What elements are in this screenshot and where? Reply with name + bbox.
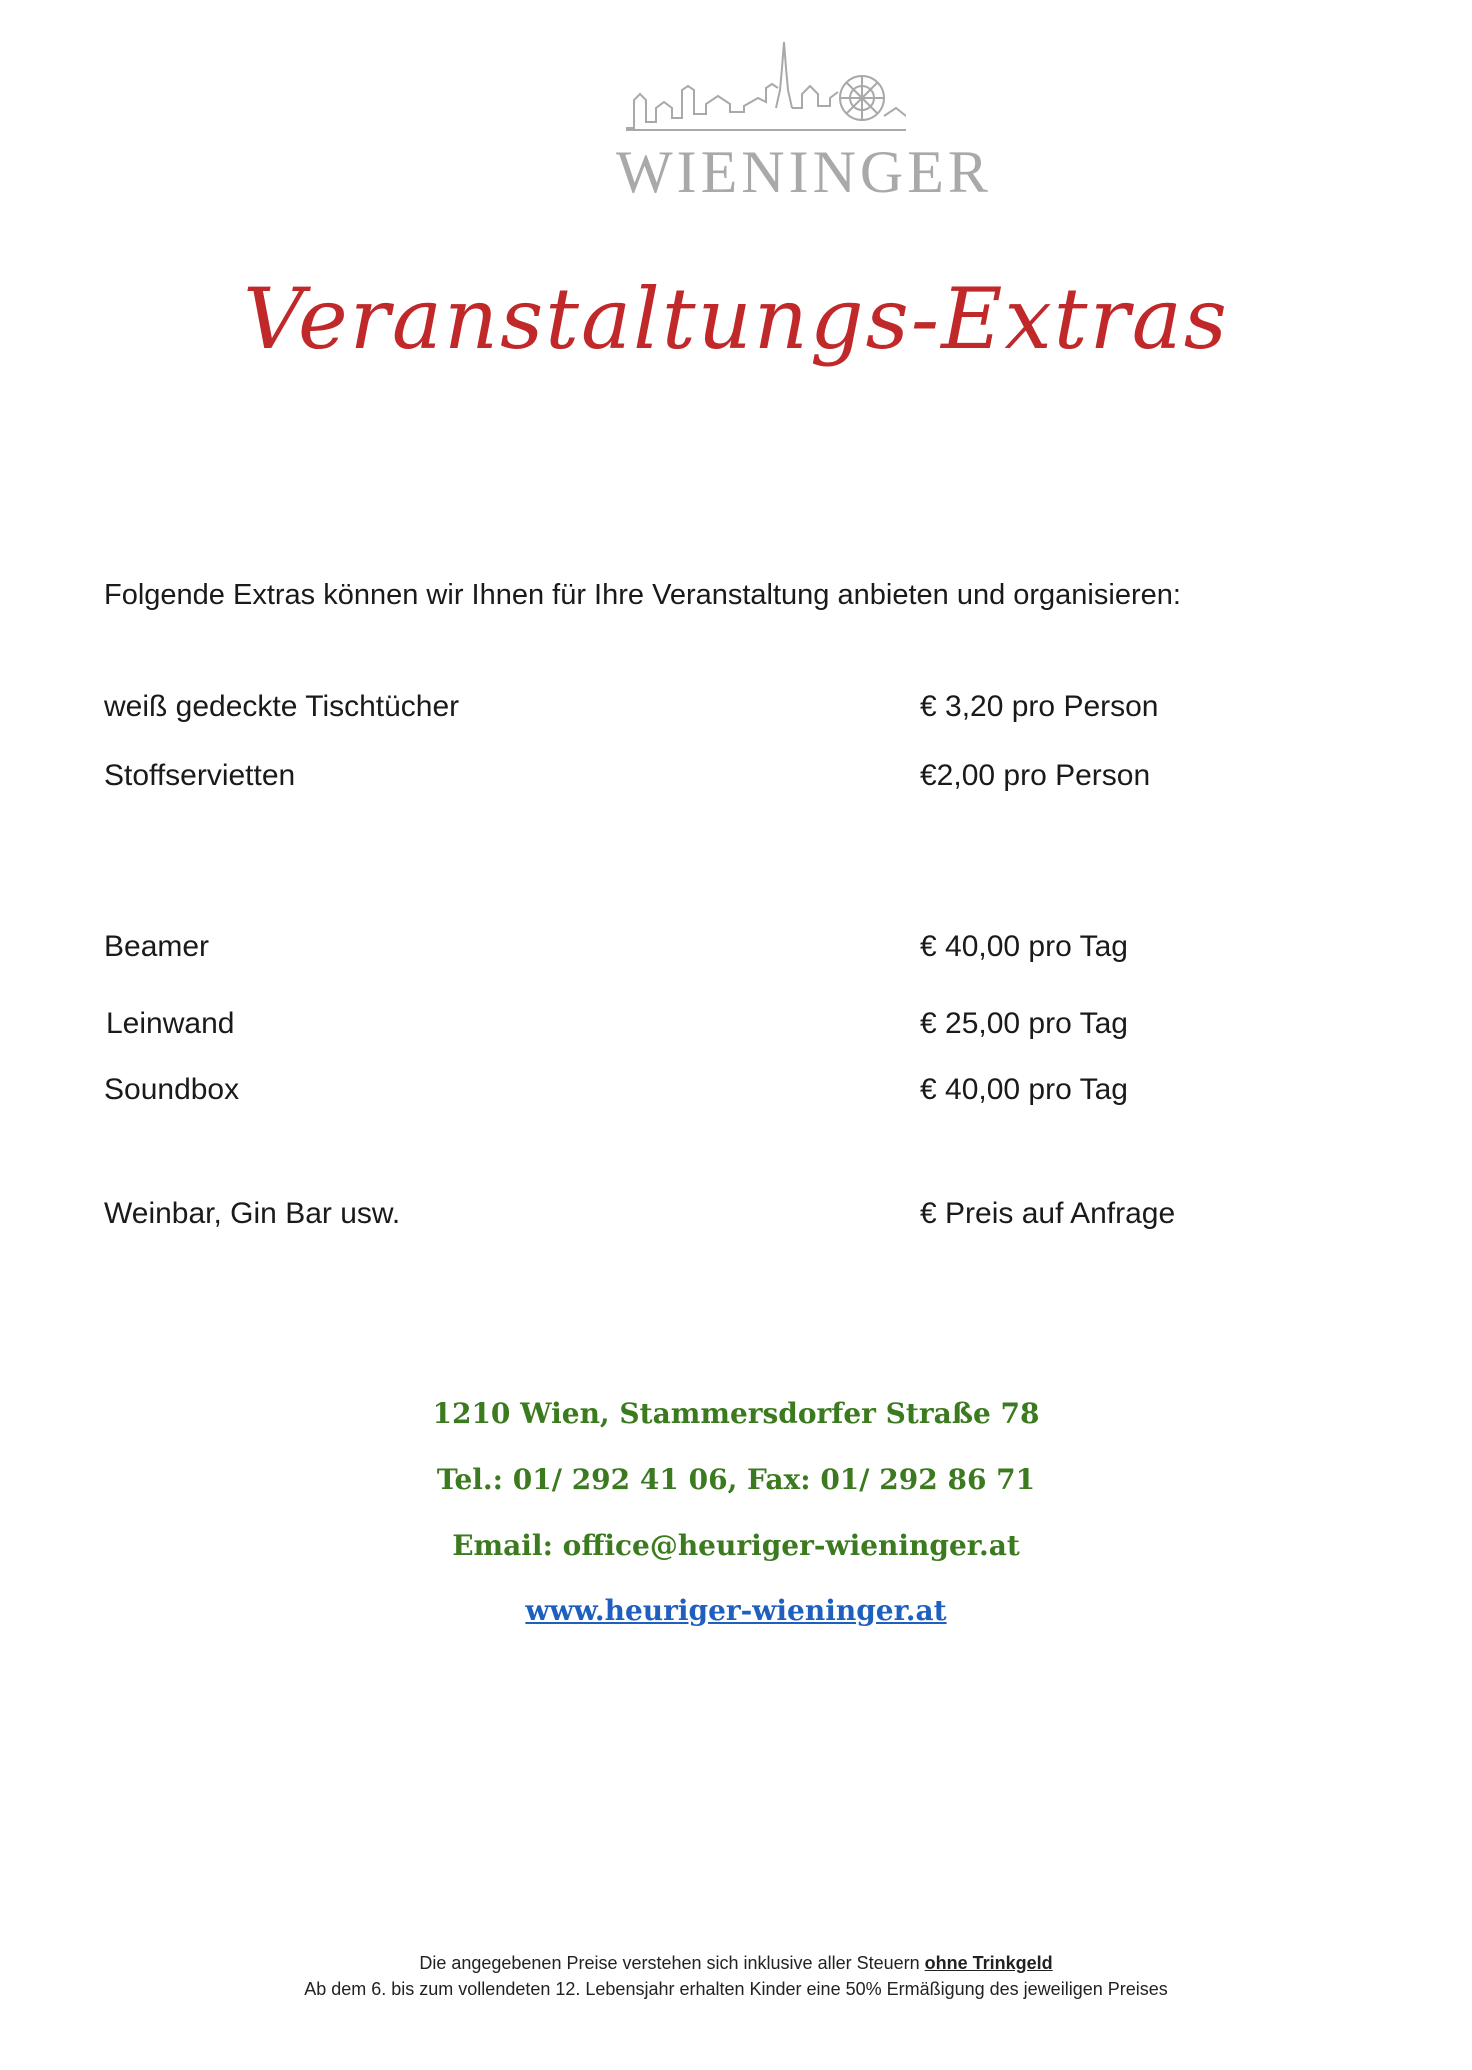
intro-text: Folgende Extras können wir Ihnen für Ihre Veranstaltung anbieten und organisieren: <box>104 579 1181 611</box>
list-item <box>0 759 1472 799</box>
item-name: Leinwand <box>106 1007 235 1040</box>
footer-note-prices <box>0 1953 1472 1974</box>
list-item <box>0 930 1472 970</box>
list-item <box>0 690 1472 730</box>
footer-note-text: Die angegebenen Preise verstehen sich inklusive aller Steuern <box>419 1953 920 1973</box>
contact-email: Email: office@heuriger-wieninger.at <box>452 1529 1020 1562</box>
item-price: € 40,00 pro Tag <box>920 930 1128 963</box>
item-name: Beamer <box>104 930 210 963</box>
brand-logo <box>616 38 992 213</box>
item-name: weiß gedeckte Tischtücher <box>104 690 460 723</box>
list-item <box>0 1197 1472 1237</box>
item-price: € 3,20 pro Person <box>920 690 1159 723</box>
item-price: € 40,00 pro Tag <box>920 1073 1128 1106</box>
list-item <box>0 1007 1472 1047</box>
website-link[interactable]: www.heuriger-wieninger.at <box>525 1594 947 1627</box>
item-price: € Preis auf Anfrage <box>920 1197 1176 1230</box>
item-name: Stoffservietten <box>104 759 296 792</box>
item-name: Weinbar, Gin Bar usw. <box>104 1197 401 1230</box>
contact-phone: Tel.: 01/ 292 41 06, Fax: 01/ 292 86 71 <box>436 1463 1036 1496</box>
page-title: Veranstaltungs-Extras <box>243 270 1229 368</box>
item-price: €2,00 pro Person <box>920 759 1151 792</box>
vienna-skyline-icon <box>626 38 906 136</box>
logo-wordmark: WIENINGER <box>616 139 992 205</box>
list-item <box>0 1073 1472 1113</box>
item-price: € 25,00 pro Tag <box>920 1007 1128 1040</box>
footer-note-children: Ab dem 6. bis zum vollendeten 12. Lebensjahr erhalten Kinder eine 50% Ermäßigung des jeweiligen Preises <box>304 1979 1168 1999</box>
contact-address: 1210 Wien, Stammersdorfer Straße 78 <box>432 1397 1040 1430</box>
footer-note-emphasis: ohne Trinkgeld <box>924 1953 1053 1973</box>
item-name: Soundbox <box>104 1073 240 1106</box>
